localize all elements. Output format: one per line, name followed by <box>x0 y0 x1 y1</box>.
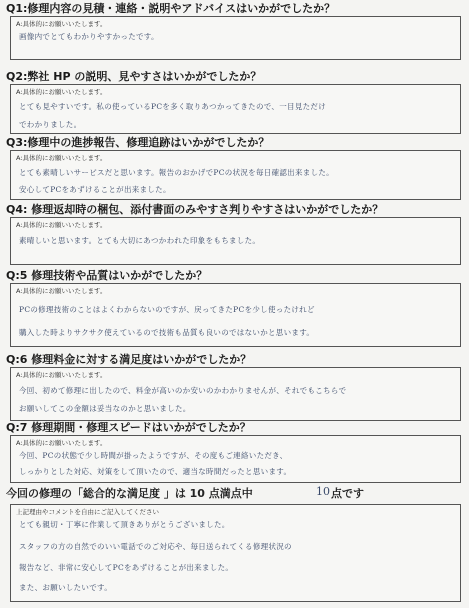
answer-line: 購入した時よりサクサク使えているので技術も品質も良いのではないかと思います。 <box>19 328 315 337</box>
question-1: Q1:修理内容の見積・連絡・説明やアドバイスはいかがでしたか？ <box>6 2 336 15</box>
answer-prompt: A:具体的にお願いいたします。 <box>16 20 107 28</box>
answer-line: しっかりとした対応、対策をして頂いたので、適当な時間だったと思います。 <box>19 467 292 476</box>
answer-line: お願いしてこの金額は妥当なのかと思いました。 <box>19 404 191 413</box>
answer-box-4 <box>10 217 461 265</box>
answer-box-7 <box>10 435 461 483</box>
comment-line: 報告など、非常に安心してPCをあずけることが出来ました。 <box>19 563 234 572</box>
answer-line: 画像内でとてもわかりやすかったです。 <box>19 32 159 41</box>
comment-line: とても親切・丁寧に作業して頂きありがとうございました。 <box>19 520 230 529</box>
answer-prompt: A:具体的にお願いいたします。 <box>16 88 107 96</box>
question-5: Q:5 修理技術や品質はいかがでしたか？ <box>6 269 208 282</box>
answer-prompt: A:具体的にお願いいたします。 <box>16 287 107 295</box>
answer-box-2 <box>10 84 461 134</box>
comment-box <box>10 504 461 602</box>
answer-box-1 <box>10 16 461 60</box>
answer-box-6 <box>10 367 461 421</box>
overall-score-value: 10 <box>316 485 330 498</box>
overall-score-unit: 点です <box>331 487 364 500</box>
answer-line: PCの修理技術のことはよくわからないのですが、戻ってきたPCを少し使ったけれど <box>19 305 315 314</box>
answer-prompt: A:具体的にお願いいたします。 <box>16 371 107 379</box>
answer-prompt: A:具体的にお願いいたします。 <box>16 154 107 162</box>
question-6: Q:6 修理料金に対する満足度はいかがでしたか？ <box>6 353 252 366</box>
question-4: Q4: 修理返却時の梱包、添付書面のみやすさ判りやすさはいかがでしたか？ <box>6 203 384 216</box>
answer-prompt: A:具体的にお願いいたします。 <box>16 439 107 447</box>
question-7: Q:7 修理期間・修理スピードはいかがでしたか？ <box>6 421 251 434</box>
answer-line: 素晴しいと思います。とても大切にあつかわれた印象をもちました。 <box>19 236 261 245</box>
question-3: Q3:修理中の進捗報告、修理追跡はいかがでしたか？ <box>6 136 270 149</box>
comment-prompt: 上記理由やコメントを自由にご記入してください <box>16 508 159 516</box>
answer-line: でわかりました。 <box>19 120 82 129</box>
overall-score-question: 今回の修理の「総合的な満足度 」は 10 点満点中 <box>6 487 253 500</box>
answer-box-5 <box>10 283 461 347</box>
question-2: Q2:弊社 HP の説明、見やすさはいかがでしたか？ <box>6 70 262 83</box>
comment-line: スタッフの方の自然でのいい電話でのご対応や、毎日送られてくる修理状況の <box>19 542 292 551</box>
answer-line: 今回、PCの状態で少し時間が掛ったようですが、その度もご連絡いただき、 <box>19 451 288 460</box>
answer-line: とても素晴しいサービスだと思います。報告のおかげでPCの状況を毎日確認出来ました。 <box>19 168 334 177</box>
answer-line: とても見やすいです。私の使っているPCを多く取りあつかってきたので、一目見ただけ <box>19 102 327 111</box>
answer-prompt: A:具体的にお願いいたします。 <box>16 221 107 229</box>
comment-line: また、お願いしたいです。 <box>19 583 112 592</box>
answer-box-3 <box>10 150 461 200</box>
answer-line: 安心してPCをあずけることが出来ました。 <box>19 185 171 194</box>
answer-line: 今回、初めて修理に出したので、料金が高いのか安いのかわかりませんが、それでもこちらで <box>19 386 347 395</box>
